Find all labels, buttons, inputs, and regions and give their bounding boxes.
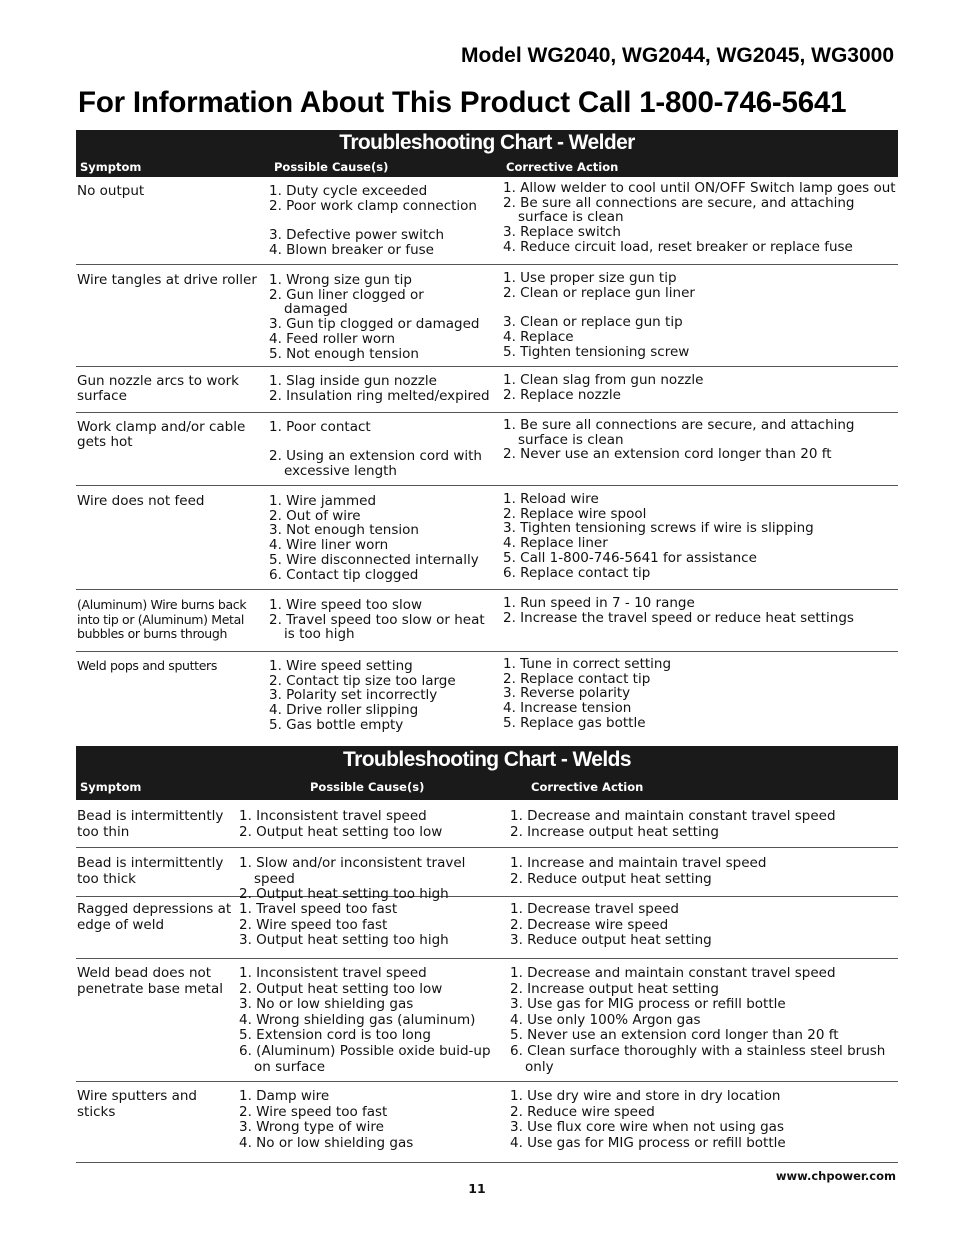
welder-table bbox=[76, 182, 898, 746]
causes-list bbox=[269, 184, 499, 258]
table-row bbox=[76, 182, 898, 265]
actions-list bbox=[503, 657, 898, 731]
list-item: 2. Increase output heat setting bbox=[510, 823, 719, 840]
list-item: 3. Not enough tension bbox=[269, 522, 419, 539]
list-item: 1. Inconsistent travel speed bbox=[239, 965, 427, 981]
list-item: 4. Replace bbox=[503, 328, 574, 345]
causes-list bbox=[239, 1089, 504, 1151]
actions-list bbox=[510, 966, 898, 1075]
list-item: 2. Wire speed too fast bbox=[239, 1103, 388, 1120]
list-item: 2. Reduce wire speed bbox=[510, 1103, 655, 1120]
list-item: 1. Poor contact bbox=[269, 419, 371, 435]
list-item: 4. Reduce circuit load, reset breaker or replace fuse bbox=[503, 238, 853, 255]
welder-chart-header bbox=[76, 130, 898, 177]
list-item: 4. Wire liner worn bbox=[269, 537, 389, 554]
list-item: 4. Use gas for MIG process or refill bottle bbox=[510, 1134, 786, 1151]
table-row bbox=[76, 413, 898, 486]
list-item: 4. Drive roller slipping bbox=[269, 702, 419, 719]
table-row bbox=[76, 590, 898, 652]
symptom-cell: Work clamp and/or cable gets hot bbox=[77, 419, 246, 450]
list-item: 4. No or low shielding gas bbox=[239, 1134, 414, 1151]
list-item: 2. Reduce output heat setting bbox=[510, 870, 712, 887]
actions-list bbox=[503, 373, 898, 402]
list-item: 1. Wire speed too slow bbox=[269, 597, 423, 613]
list-item: 3. Replace switch bbox=[503, 224, 621, 241]
list-item: 2. Using an extension cord with excessive length bbox=[269, 448, 482, 480]
welder-column-headers bbox=[76, 155, 898, 177]
list-item: 3. Gun tip clogged or damaged bbox=[269, 316, 480, 333]
list-item: 4. Wrong shielding gas (aluminum) bbox=[239, 1011, 476, 1028]
table-row bbox=[76, 801, 898, 848]
causes-list bbox=[269, 273, 499, 361]
page-number: 11 bbox=[468, 1181, 486, 1196]
list-item: 1. Duty cycle exceeded bbox=[269, 183, 428, 199]
list-item: 2. Wire speed too fast bbox=[239, 916, 388, 933]
call-info-heading: For Information About This Product Call 1-800-746-5641 bbox=[78, 86, 847, 119]
causes-list bbox=[239, 809, 504, 840]
causes-list bbox=[269, 374, 499, 403]
symptom-cell: Gun nozzle arcs to work surface bbox=[77, 373, 239, 404]
list-item: 2. Replace wire spool bbox=[503, 505, 647, 522]
list-item: 6. Contact tip clogged bbox=[269, 566, 419, 583]
list-item: 1. Wire speed setting bbox=[269, 658, 413, 674]
list-item: 2. Poor work clamp connection bbox=[269, 197, 477, 214]
list-item: 1. Damp wire bbox=[239, 1088, 330, 1104]
actions-list bbox=[510, 1089, 898, 1151]
list-item: 5. Tighten tensioning screw bbox=[503, 343, 690, 360]
actions-list bbox=[510, 856, 898, 887]
list-item: 2. Replace nozzle bbox=[503, 386, 621, 403]
causes-list bbox=[269, 598, 499, 642]
list-item: 2. Replace contact tip bbox=[503, 670, 651, 687]
symptom-cell: Weld bead does not penetrate base metal bbox=[77, 965, 223, 997]
causes-list bbox=[269, 494, 499, 582]
list-item: 1. Inconsistent travel speed bbox=[239, 808, 427, 824]
list-item: 2. Decrease wire speed bbox=[510, 916, 669, 933]
list-item: 3. Tighten tensioning screws if wire is slipping bbox=[503, 520, 814, 537]
list-item: 5. Call 1-800-746-5641 for assistance bbox=[503, 549, 757, 566]
table-row bbox=[76, 367, 898, 413]
col-symptom: Symptom bbox=[80, 780, 142, 794]
actions-list bbox=[510, 809, 898, 840]
list-item: 1. Clean slag from gun nozzle bbox=[503, 372, 704, 388]
table-row bbox=[76, 486, 898, 590]
col-actions: Corrective Action bbox=[531, 780, 644, 794]
list-item: 1. Be sure all connections are secure, and attaching surface is clean bbox=[503, 417, 855, 448]
list-item: 2. Output heat setting too low bbox=[239, 823, 443, 840]
welder-chart-title: Troubleshooting Chart - Welder bbox=[339, 131, 635, 154]
list-item: 4. Use only 100% Argon gas bbox=[510, 1011, 701, 1028]
symptom-cell: Ragged depressions at edge of weld bbox=[77, 901, 232, 933]
symptom-cell: Bead is intermittently too thin bbox=[77, 808, 224, 840]
welds-table bbox=[76, 801, 898, 1163]
welds-chart-header bbox=[76, 746, 898, 800]
list-item: 3. Use gas for MIG process or refill bottle bbox=[510, 996, 786, 1013]
list-item: 5. Never use an extension cord longer than 20 ft bbox=[510, 1027, 839, 1044]
list-item: 1. Decrease and maintain constant travel speed bbox=[510, 808, 836, 824]
symptom-cell: Weld pops and sputters bbox=[77, 658, 218, 673]
list-item: 3. Polarity set incorrectly bbox=[269, 687, 438, 704]
list-item: 6. (Aluminum) Possible oxide buid-up on surface bbox=[239, 1042, 491, 1075]
actions-list bbox=[503, 271, 898, 359]
list-item: 2. Be sure all connections are secure, and attaching surface is clean bbox=[503, 194, 855, 226]
list-item: 3. Wrong type of wire bbox=[239, 1119, 384, 1136]
list-item: 2. Increase the travel speed or reduce heat settings bbox=[503, 609, 854, 626]
list-item: 2. Clean or replace gun liner bbox=[503, 284, 695, 301]
list-item: 1. Increase and maintain travel speed bbox=[510, 855, 767, 871]
col-symptom: Symptom bbox=[80, 160, 142, 174]
list-item: 3. Use flux core wire when not using gas bbox=[510, 1119, 784, 1136]
table-row bbox=[76, 897, 898, 959]
actions-list bbox=[503, 596, 898, 625]
model-title: Model WG2040, WG2044, WG2045, WG3000 bbox=[461, 44, 894, 67]
list-item: 1. Travel speed too fast bbox=[239, 901, 398, 917]
list-item: 5. Not enough tension bbox=[269, 345, 419, 362]
actions-list bbox=[503, 492, 898, 580]
list-item: 4. Increase tension bbox=[503, 700, 632, 717]
list-item: 1. Slag inside gun nozzle bbox=[269, 373, 437, 389]
list-item: 2. Travel speed too slow or heat is too high bbox=[269, 611, 485, 643]
symptom-cell: No output bbox=[77, 183, 145, 199]
welds-column-headers bbox=[76, 772, 898, 800]
table-row bbox=[76, 959, 898, 1082]
list-item: 4. Blown breaker or fuse bbox=[269, 241, 434, 258]
list-item: 1. Allow welder to cool until ON/OFF Switch lamp goes out bbox=[503, 180, 896, 196]
actions-list bbox=[510, 902, 898, 949]
list-item: 1. Slow and/or inconsistent travel speed bbox=[239, 855, 466, 887]
list-item: 1. Decrease and maintain constant travel speed bbox=[510, 965, 836, 981]
list-item: 5. Replace gas bottle bbox=[503, 714, 646, 731]
website-link[interactable]: www.chpower.com bbox=[775, 1169, 896, 1183]
list-item: 5. Extension cord is too long bbox=[239, 1027, 431, 1044]
table-row bbox=[76, 848, 898, 903]
list-item: 1. Use proper size gun tip bbox=[503, 270, 677, 286]
symptom-cell: Wire does not feed bbox=[77, 493, 205, 509]
list-item: 6. Replace contact tip bbox=[503, 564, 651, 581]
table-row bbox=[76, 1082, 898, 1163]
causes-list bbox=[269, 420, 499, 479]
list-item: 2. Increase output heat setting bbox=[510, 980, 719, 997]
actions-list bbox=[503, 418, 898, 462]
col-actions: Corrective Action bbox=[506, 160, 619, 174]
list-item: 3. Clean or replace gun tip bbox=[503, 314, 683, 331]
list-item: 1. Use dry wire and store in dry location bbox=[510, 1088, 781, 1104]
causes-list bbox=[239, 856, 504, 903]
list-item: 3. Reduce output heat setting bbox=[510, 932, 712, 949]
list-item: 4. Replace liner bbox=[503, 535, 608, 552]
list-item: 2. Output heat setting too low bbox=[239, 980, 443, 997]
list-item: 5. Wire disconnected internally bbox=[269, 551, 479, 568]
list-item: 2. Insulation ring melted/expired bbox=[269, 387, 490, 404]
list-item: 2. Never use an extension cord longer than 20 ft bbox=[503, 446, 832, 463]
causes-list bbox=[239, 966, 504, 1075]
list-item: 1. Wire jammed bbox=[269, 493, 377, 509]
list-item: 2. Output heat setting too high bbox=[239, 886, 449, 903]
list-item: 1. Decrease travel speed bbox=[510, 901, 679, 917]
list-item: 1. Wrong size gun tip bbox=[269, 272, 412, 288]
causes-list bbox=[269, 659, 499, 733]
list-item: 2. Out of wire bbox=[269, 507, 361, 524]
welds-chart-title: Troubleshooting Chart - Welds bbox=[343, 748, 631, 771]
list-item: 4. Feed roller worn bbox=[269, 330, 396, 347]
list-item: 3. No or low shielding gas bbox=[239, 996, 414, 1013]
list-item: 2. Gun liner clogged or damaged bbox=[269, 286, 424, 318]
table-row bbox=[76, 265, 898, 367]
symptom-cell: Bead is intermittently too thick bbox=[77, 855, 224, 887]
actions-list bbox=[503, 181, 898, 255]
table-row bbox=[76, 652, 898, 746]
col-causes: Possible Cause(s) bbox=[310, 780, 425, 794]
list-item: 3. Defective power switch bbox=[269, 227, 445, 244]
list-item: 5. Gas bottle empty bbox=[269, 716, 404, 733]
list-item: 2. Contact tip size too large bbox=[269, 672, 456, 689]
list-item: 3. Reverse polarity bbox=[503, 685, 631, 702]
symptom-cell: (Aluminum) Wire burns back into tip or (Aluminum) Metal bubbles or burns through bbox=[77, 597, 247, 642]
symptom-cell: Wire sputters and sticks bbox=[77, 1088, 197, 1120]
list-item: 1. Reload wire bbox=[503, 491, 599, 507]
list-item: 1. Tune in correct setting bbox=[503, 656, 672, 672]
list-item: 1. Run speed in 7 - 10 range bbox=[503, 595, 695, 611]
list-item: 6. Clean surface thoroughly with a stainless steel brush only bbox=[510, 1042, 886, 1075]
causes-list bbox=[239, 902, 504, 949]
list-item: 3. Output heat setting too high bbox=[239, 932, 449, 949]
symptom-cell: Wire tangles at drive roller bbox=[77, 272, 257, 288]
col-causes: Possible Cause(s) bbox=[274, 160, 389, 174]
